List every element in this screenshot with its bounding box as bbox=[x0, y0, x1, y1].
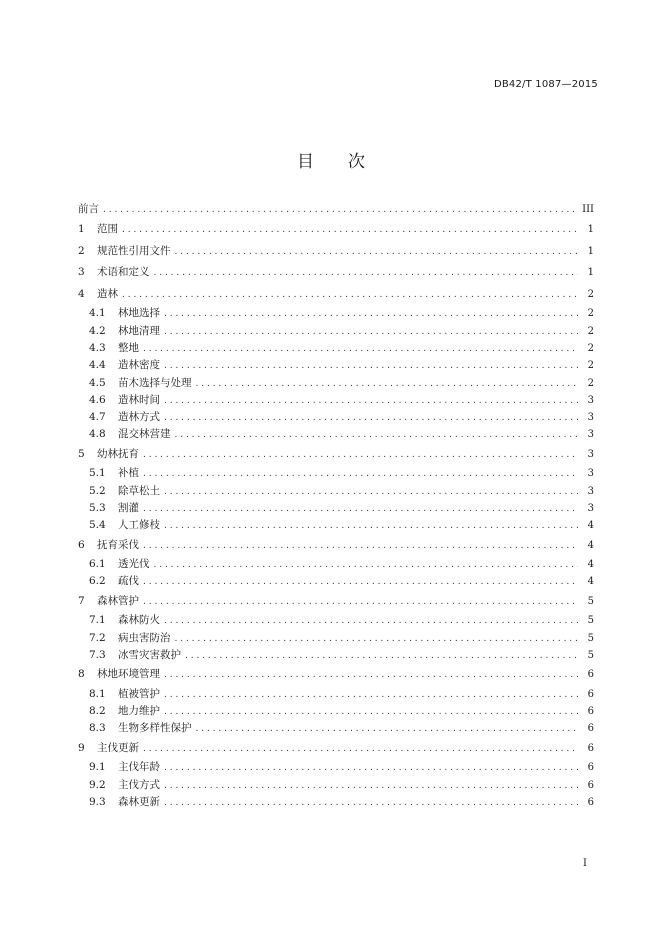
toc-entry-page: 4 bbox=[587, 520, 594, 532]
toc-entry-page: 5 bbox=[587, 632, 594, 644]
toc-entry[interactable] bbox=[78, 241, 594, 263]
toc-entry-number: 4.2 bbox=[89, 324, 106, 337]
toc-entry-page: 2 bbox=[587, 342, 594, 354]
toc-entry-number: 4 bbox=[78, 287, 85, 300]
toc-entry-title: 主伐更新 bbox=[97, 741, 139, 754]
toc-entry-number: 9.1 bbox=[89, 761, 106, 774]
dot-leader bbox=[164, 665, 578, 687]
dot-leader bbox=[164, 518, 578, 535]
dot-leader bbox=[143, 501, 578, 518]
toc-entry-page: 5 bbox=[587, 615, 594, 627]
dot-leader bbox=[164, 613, 578, 630]
toc-entry[interactable] bbox=[78, 500, 594, 517]
title-char-2: 次 bbox=[348, 152, 365, 172]
toc-entry[interactable] bbox=[78, 777, 594, 794]
dot-leader bbox=[143, 445, 578, 467]
toc-entry-number: 7.1 bbox=[89, 614, 106, 627]
toc-entry-number: 7 bbox=[78, 594, 85, 607]
toc-entry-title: 造林方式 bbox=[118, 411, 160, 424]
standard-code: DB42/T 1087—2015 bbox=[493, 79, 598, 90]
dot-leader bbox=[175, 242, 579, 264]
toc-entry-page: 1 bbox=[587, 224, 594, 235]
toc-entry-number: 5.4 bbox=[89, 519, 106, 532]
toc-entry-page: 4 bbox=[587, 539, 594, 551]
toc-entry[interactable] bbox=[78, 375, 594, 392]
toc-entry-page: 2 bbox=[587, 377, 594, 389]
toc-entry-page: 6 bbox=[587, 688, 594, 700]
toc-entry[interactable] bbox=[78, 630, 594, 647]
toc-entry-page: 3 bbox=[587, 429, 594, 441]
toc-entry[interactable] bbox=[78, 664, 594, 686]
toc-entry-number: 1 bbox=[78, 223, 85, 235]
toc-entry-number: 6.1 bbox=[89, 558, 106, 571]
toc-entry-page: 6 bbox=[587, 796, 594, 808]
toc-entry[interactable] bbox=[78, 556, 594, 573]
toc-entry-page: 6 bbox=[587, 742, 594, 754]
toc-entry-title: 造林时间 bbox=[118, 393, 160, 406]
dot-leader bbox=[154, 263, 579, 285]
page-number: I bbox=[583, 858, 587, 869]
toc-entry-number: 5 bbox=[78, 447, 85, 460]
toc-entry[interactable] bbox=[78, 759, 594, 776]
toc-entry-number: 5.3 bbox=[89, 501, 106, 514]
toc-entry-title: 范围 bbox=[97, 223, 118, 235]
toc-entry-title: 疏伐 bbox=[118, 575, 139, 588]
toc-entry-number: 9.2 bbox=[89, 778, 106, 791]
toc-entry-page: 2 bbox=[587, 325, 594, 337]
toc-entry-title: 冰雪灾害救护 bbox=[118, 648, 181, 661]
dot-leader bbox=[164, 795, 578, 812]
toc-entry-page: 6 bbox=[587, 706, 594, 718]
toc-entry[interactable] bbox=[78, 483, 594, 500]
toc-entry[interactable] bbox=[78, 738, 594, 760]
toc-entry-page: 4 bbox=[587, 559, 594, 571]
toc-entry-page: 1 bbox=[587, 245, 594, 257]
toc-entry-number: 9.3 bbox=[89, 795, 106, 808]
toc-entry-page: 1 bbox=[587, 267, 594, 279]
toc-entry[interactable] bbox=[78, 409, 594, 426]
toc-entry-title: 割灌 bbox=[118, 501, 139, 514]
toc-entry-number: 9 bbox=[78, 741, 85, 754]
toc-entry-number: 4.6 bbox=[89, 393, 106, 406]
toc-entry[interactable] bbox=[78, 794, 594, 811]
toc-entry-title: 透光伐 bbox=[118, 558, 150, 571]
toc-entry-number: 7.3 bbox=[89, 648, 106, 661]
toc-entry-number: 8.2 bbox=[89, 705, 106, 718]
toc-entry-page: 4 bbox=[587, 576, 594, 588]
toc-entry-title: 森林更新 bbox=[118, 795, 160, 808]
toc-entry-number: 8.1 bbox=[89, 687, 106, 700]
dot-leader bbox=[143, 466, 578, 483]
dot-leader bbox=[196, 376, 579, 393]
toc-entry[interactable] bbox=[78, 573, 594, 590]
toc-entry-title: 幼林抚育 bbox=[97, 447, 139, 460]
toc-entry-number: 4.8 bbox=[89, 428, 106, 441]
title-char-1: 目 bbox=[297, 152, 314, 172]
dot-leader bbox=[143, 341, 578, 358]
dot-leader bbox=[175, 427, 579, 444]
page-title bbox=[0, 147, 662, 172]
toc-entry-number: 6.2 bbox=[89, 575, 106, 588]
toc-entry[interactable] bbox=[78, 262, 594, 284]
toc-entry[interactable] bbox=[78, 535, 594, 557]
toc-entry-page: 6 bbox=[587, 669, 594, 681]
dot-leader bbox=[185, 648, 578, 665]
toc-entry-title: 整地 bbox=[118, 341, 139, 354]
toc-entry[interactable] bbox=[78, 465, 594, 482]
toc-entry-page: 3 bbox=[587, 394, 594, 406]
toc-entry-page: 6 bbox=[587, 762, 594, 774]
toc-entry-title: 林地选择 bbox=[118, 307, 160, 320]
toc-entry[interactable] bbox=[78, 305, 594, 322]
toc-entry[interactable] bbox=[78, 612, 594, 629]
dot-leader bbox=[164, 410, 578, 427]
toc-entry[interactable] bbox=[78, 647, 594, 664]
dot-leader bbox=[164, 324, 578, 341]
toc-entry[interactable] bbox=[78, 703, 594, 720]
toc-entry[interactable] bbox=[78, 720, 594, 737]
toc-entry-number: 4.3 bbox=[89, 341, 106, 354]
toc-entry-number: 4.7 bbox=[89, 411, 106, 424]
dot-leader bbox=[164, 687, 578, 704]
toc-entry[interactable] bbox=[78, 323, 594, 340]
dot-leader bbox=[164, 393, 578, 410]
toc-entry-page: III bbox=[582, 204, 594, 215]
toc-entry-page: 5 bbox=[587, 649, 594, 661]
toc-entry[interactable] bbox=[78, 686, 594, 703]
toc-entry-number: 2 bbox=[78, 244, 85, 257]
toc-entry-title: 前言 bbox=[78, 203, 99, 215]
dot-leader bbox=[103, 200, 578, 220]
toc-entry-title: 人工修枝 bbox=[118, 519, 160, 532]
toc-entry-number: 8.3 bbox=[89, 722, 106, 735]
toc-entry-number: 3 bbox=[78, 266, 85, 279]
toc-entry-number: 4.4 bbox=[89, 359, 106, 372]
toc-entry-title: 主伐方式 bbox=[118, 778, 160, 791]
toc-entry-number: 4.5 bbox=[89, 376, 106, 389]
dot-leader bbox=[143, 739, 578, 761]
toc-entry-number: 6 bbox=[78, 538, 85, 551]
toc-entry-title: 病虫害防治 bbox=[118, 631, 171, 644]
dot-leader bbox=[143, 536, 578, 558]
toc-entry-number: 8 bbox=[78, 668, 85, 681]
toc-entry-number: 5.1 bbox=[89, 467, 106, 480]
toc-entry-title: 抚育采伐 bbox=[97, 538, 139, 551]
toc-entry[interactable] bbox=[78, 517, 594, 534]
toc-entry-page: 2 bbox=[587, 308, 594, 320]
toc-entry-page: 6 bbox=[587, 779, 594, 791]
dot-leader bbox=[154, 557, 579, 574]
toc-entry-title: 森林防火 bbox=[118, 614, 160, 627]
toc-entry-title: 主伐年龄 bbox=[118, 761, 160, 774]
dot-leader bbox=[164, 306, 578, 323]
toc-entry-title: 苗木选择与处理 bbox=[118, 376, 192, 389]
toc-entry-title: 补植 bbox=[118, 467, 139, 480]
dot-leader bbox=[164, 484, 578, 501]
toc-entry-number: 5.2 bbox=[89, 484, 106, 497]
toc-entry[interactable] bbox=[78, 340, 594, 357]
dot-leader bbox=[164, 778, 578, 795]
toc-entry-page: 5 bbox=[587, 595, 594, 607]
toc-entry-title: 造林 bbox=[97, 287, 118, 300]
toc-entry[interactable] bbox=[78, 426, 594, 443]
dot-leader bbox=[143, 592, 578, 614]
toc-entry[interactable] bbox=[78, 444, 594, 466]
toc-entry-title: 森林管护 bbox=[97, 594, 139, 607]
toc-entry[interactable] bbox=[78, 392, 594, 409]
table-of-contents bbox=[78, 199, 594, 811]
toc-entry-title: 生物多样性保护 bbox=[118, 722, 192, 735]
dot-leader bbox=[122, 285, 578, 307]
toc-entry-title: 术语和定义 bbox=[97, 266, 150, 279]
toc-entry-title: 地力维护 bbox=[118, 705, 160, 718]
toc-entry-page: 3 bbox=[587, 502, 594, 514]
dot-leader bbox=[196, 721, 579, 738]
toc-entry-title: 除草松土 bbox=[118, 484, 160, 497]
dot-leader bbox=[122, 220, 578, 242]
dot-leader bbox=[164, 704, 578, 721]
toc-entry-page: 3 bbox=[587, 485, 594, 497]
dot-leader bbox=[164, 358, 578, 375]
toc-entry[interactable] bbox=[78, 219, 594, 241]
toc-entry[interactable] bbox=[78, 199, 594, 219]
toc-entry-title: 混交林营建 bbox=[118, 428, 171, 441]
toc-entry-title: 林地清理 bbox=[118, 324, 160, 337]
toc-entry-page: 3 bbox=[587, 412, 594, 424]
toc-entry-title: 造林密度 bbox=[118, 359, 160, 372]
toc-entry[interactable] bbox=[78, 591, 594, 613]
dot-leader bbox=[164, 760, 578, 777]
toc-entry-title: 植被管护 bbox=[118, 687, 160, 700]
dot-leader bbox=[175, 631, 579, 648]
toc-entry-title: 林地环境管理 bbox=[97, 668, 160, 681]
toc-entry-page: 6 bbox=[587, 723, 594, 735]
toc-entry-page: 2 bbox=[587, 360, 594, 372]
toc-entry-number: 7.2 bbox=[89, 631, 106, 644]
toc-entry-page: 2 bbox=[587, 288, 594, 300]
toc-entry-number: 4.1 bbox=[89, 307, 106, 320]
toc-entry[interactable] bbox=[78, 357, 594, 374]
toc-entry[interactable] bbox=[78, 284, 594, 306]
dot-leader bbox=[143, 574, 578, 591]
toc-entry-page: 3 bbox=[587, 448, 594, 460]
toc-entry-title: 规范性引用文件 bbox=[97, 244, 171, 257]
toc-entry-page: 3 bbox=[587, 468, 594, 480]
